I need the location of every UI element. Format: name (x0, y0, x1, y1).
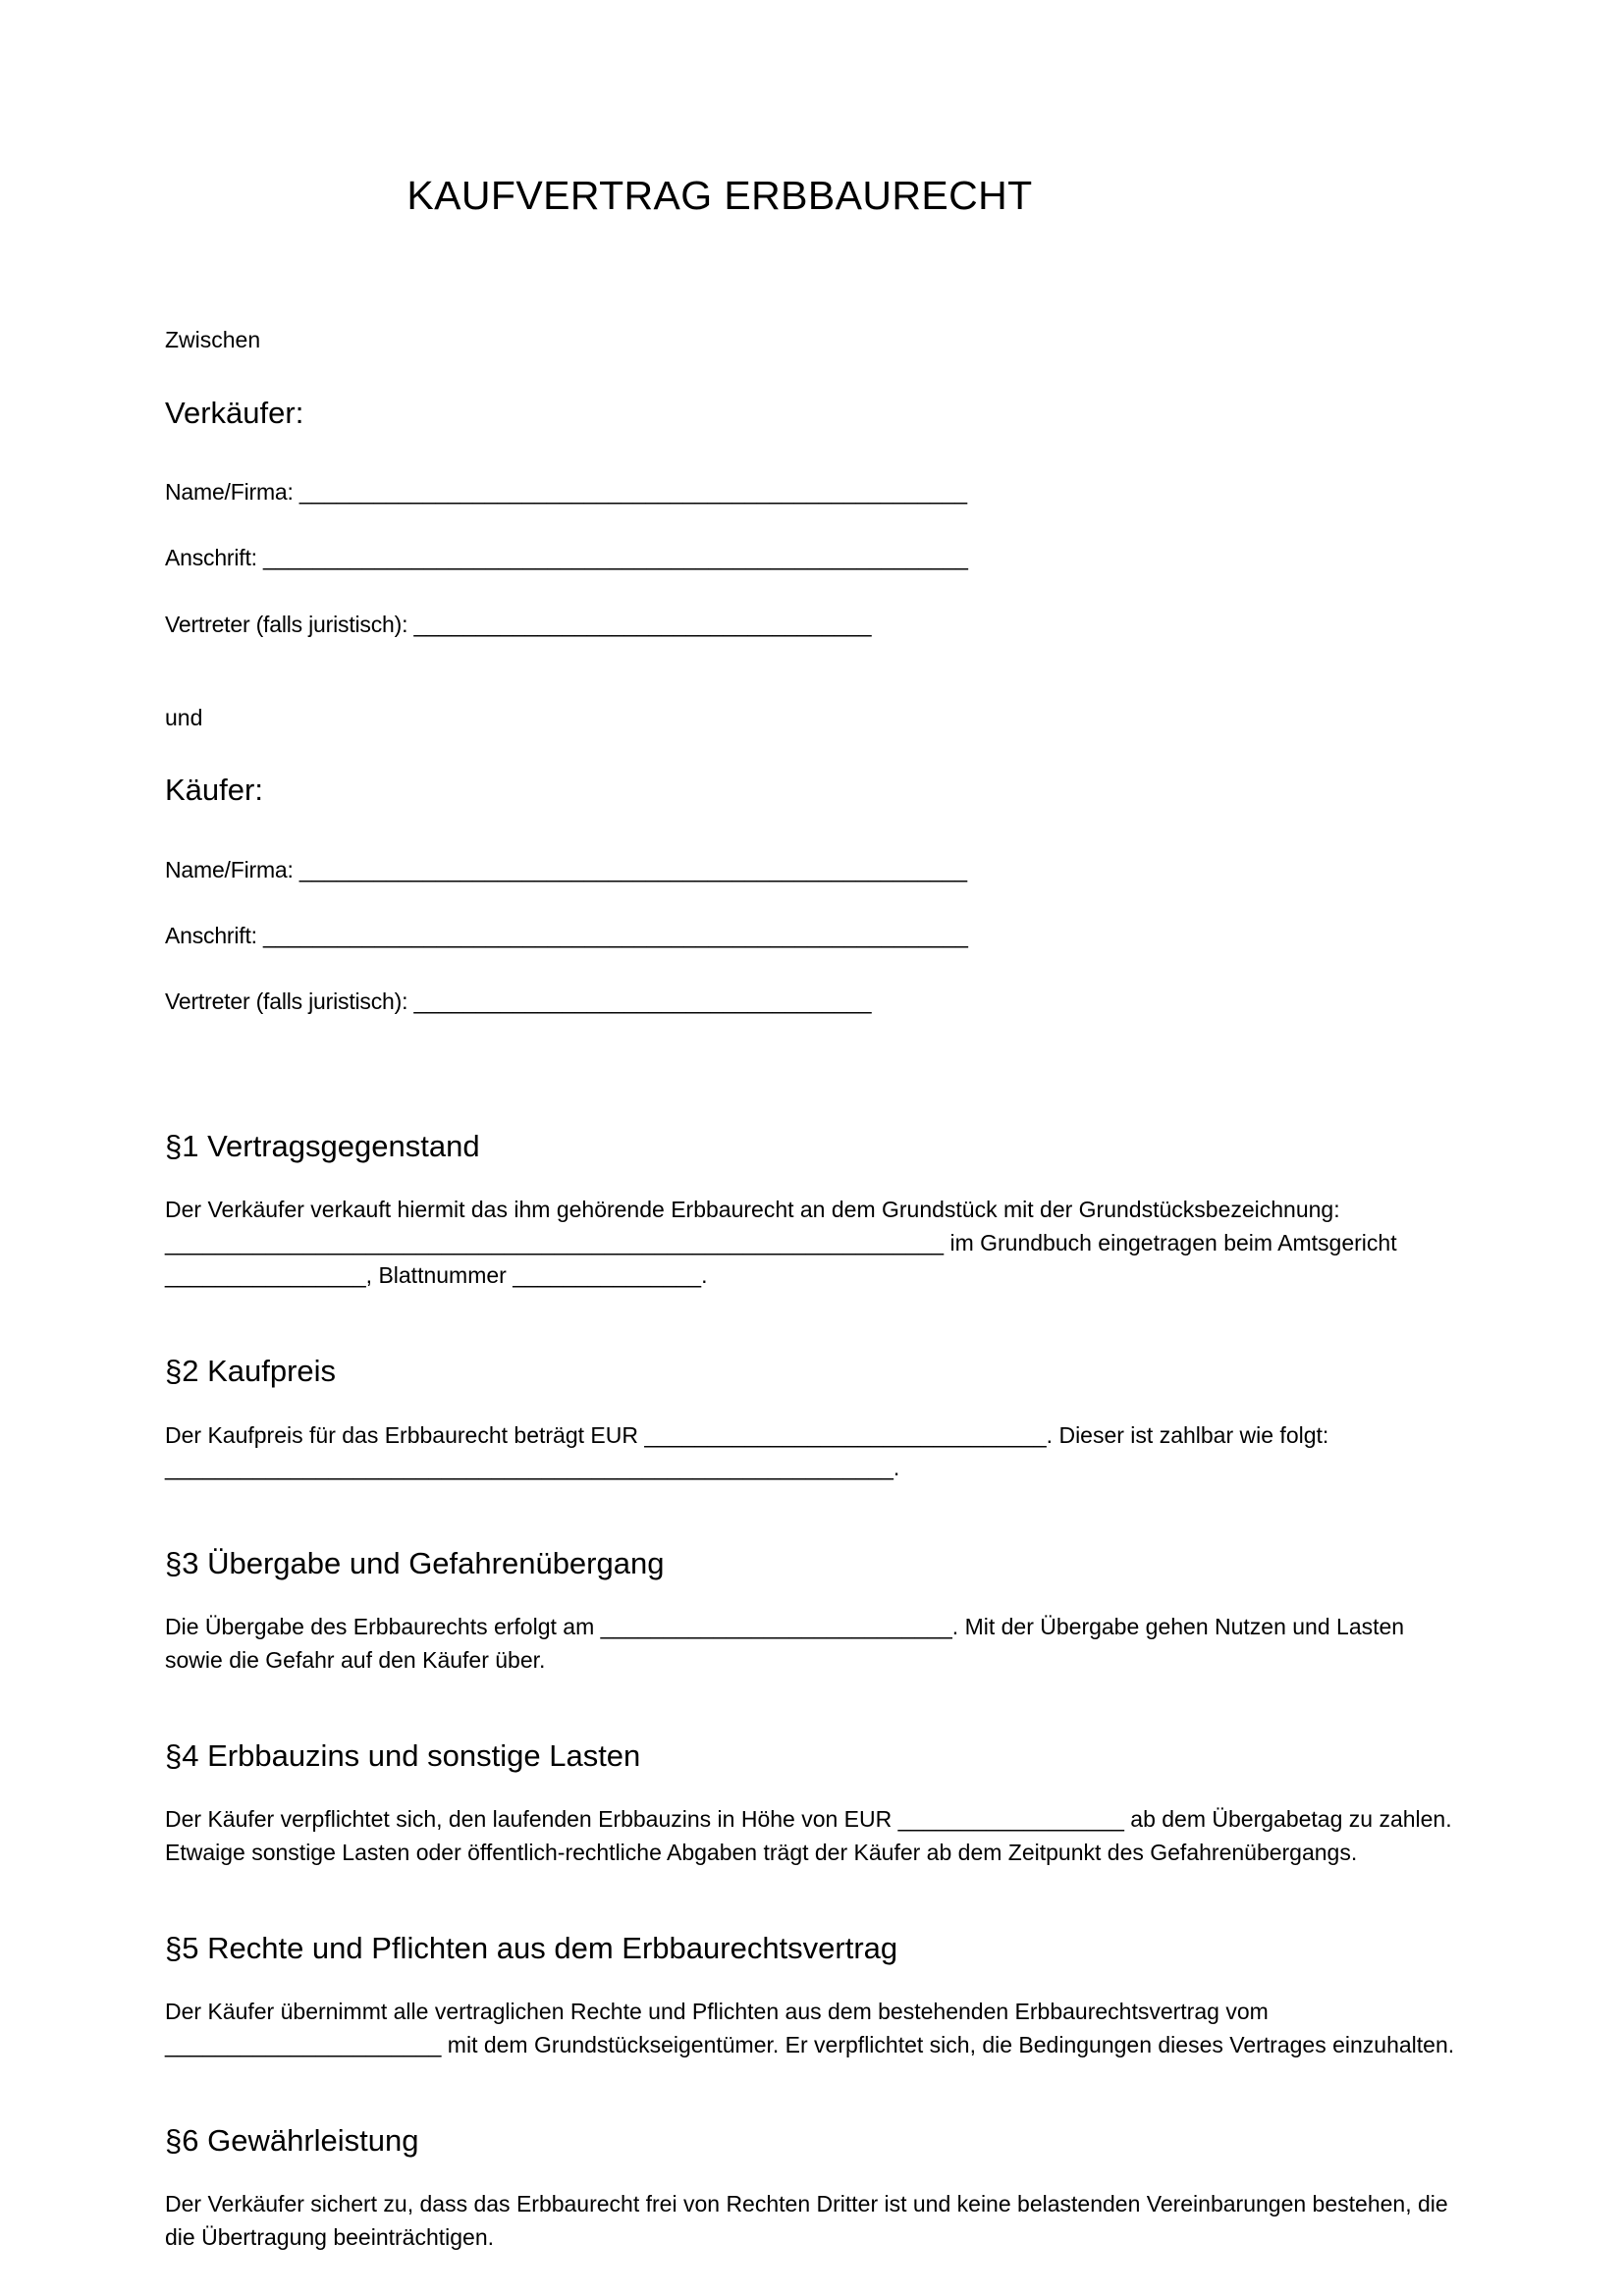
section-1-body: Der Verkäufer verkauft hiermit das ihm gehörende Erbbaurecht an dem Grundstück mit der Grundstücksbezeichnung: ______________________________________________________________ im Grundbuch eingetragen beim Amtsgericht ________________, Blattnummer _______________. (165, 1196, 1403, 1289)
buyer-address-field[interactable]: Anschrift: _________________________________________________________ (165, 922, 968, 948)
seller-representative-field[interactable]: Vertreter (falls juristisch): _____________________________________ (165, 611, 872, 637)
section-5-body: Der Käufer übernimmt alle vertraglichen Rechte und Pflichten aus dem bestehenden Erbbaurechtsvertrag vom ______________________ mit dem Grundstückseigentümer. Er verpflichtet sich, die Bedingungen dieses Vertrages einzuhalten. (165, 1999, 1455, 2057)
conjunction-text: und (165, 704, 203, 730)
section-2-heading: §2 Kaufpreis (165, 1354, 337, 1389)
section-6-body: Der Verkäufer sichert zu, dass das Erbbaurecht frei von Rechten Dritter ist und keine belastenden Vereinbarungen bestehen, die die Übertragung beeinträchtigen. (165, 2191, 1455, 2250)
intro-text: Zwischen (165, 327, 261, 353)
section-3-heading: §3 Übergabe und Gefahrenübergang (165, 1546, 665, 1581)
section-5-heading: §5 Rechte und Pflichten aus dem Erbbaurechtsvertrag (165, 1930, 898, 1965)
section-1-heading: §1 Vertragsgegenstand (165, 1128, 480, 1163)
buyer-representative-field[interactable]: Vertreter (falls juristisch): _____________________________________ (165, 988, 872, 1015)
seller-name-field[interactable]: Name/Firma: ______________________________________________________ (165, 478, 967, 505)
section-2-body: Der Kaufpreis für das Erbbaurecht beträgt EUR ________________________________. Dieser ist zahlbar wie folgt: __________________________________________________________. (165, 1421, 1335, 1481)
section-3-body: Die Übergabe des Erbbaurechts erfolgt am ____________________________. Mit der Übergabe gehen Nutzen und Lasten sowie die Gefahr auf den Käufer über. (165, 1614, 1411, 1674)
buyer-heading: Käufer: (165, 773, 263, 808)
document-content (165, 0, 1466, 2255)
seller-heading: Verkäufer: (165, 395, 304, 430)
section-4-heading: §4 Erbbauzins und sonstige Lasten (165, 1738, 641, 1773)
buyer-name-field[interactable]: Name/Firma: ______________________________________________________ (165, 856, 967, 882)
page-title: KAUFVERTRAG ERBBAURECHT (406, 173, 1033, 218)
section-6-heading: §6 Gewährleistung (165, 2122, 419, 2158)
seller-address-field[interactable]: Anschrift: _________________________________________________________ (165, 545, 968, 571)
section-4-body: Der Käufer verpflichtet sich, den laufenden Erbbauzins in Höhe von EUR __________________ ab dem Übergabetag zu zahlen. Etwaige sonstige Lasten oder öffentlich-rechtliche Abgaben trägt der Käufer ab dem Zeitpunkt des Gefahrenübergangs. (165, 1806, 1458, 1866)
